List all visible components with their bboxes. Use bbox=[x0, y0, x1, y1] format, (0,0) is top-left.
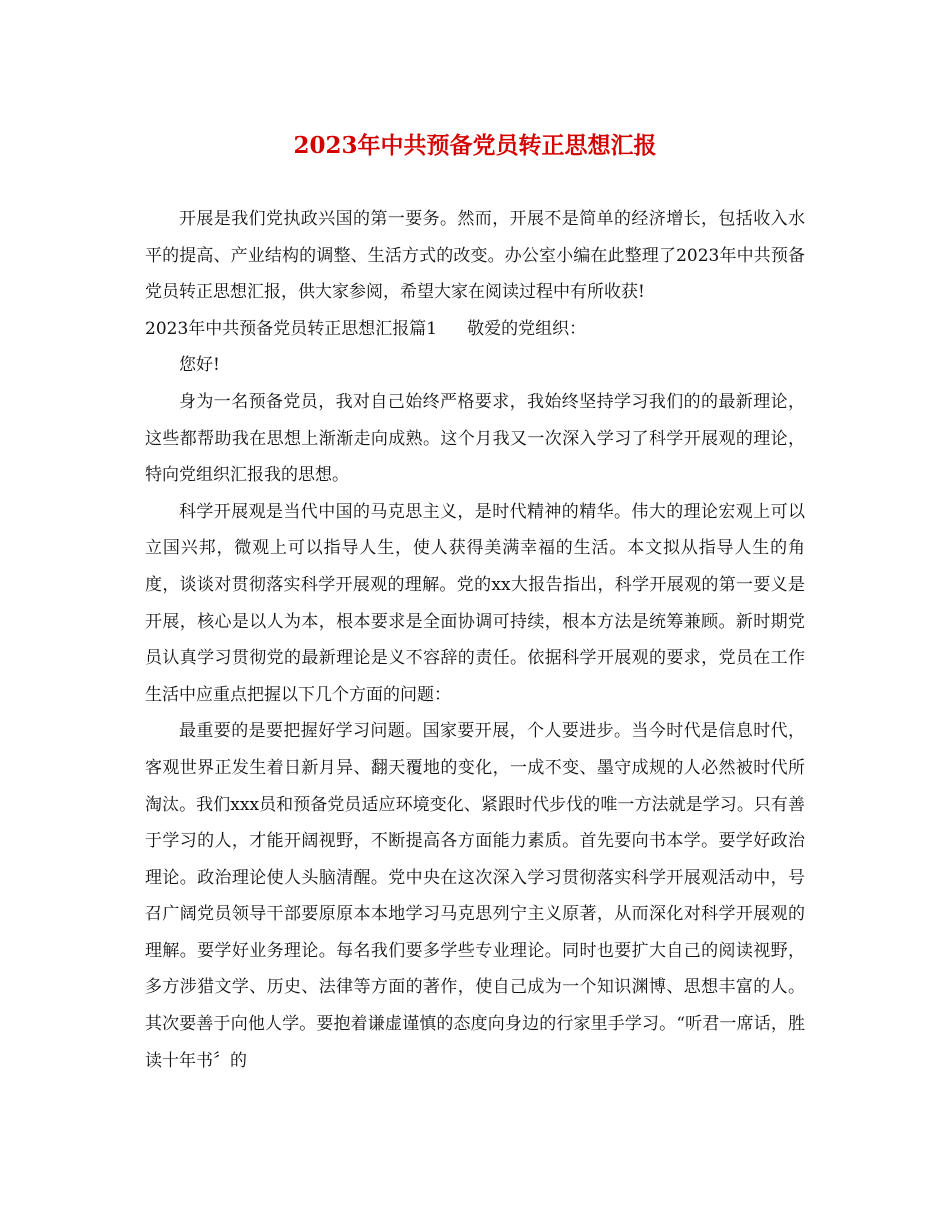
section-heading-line bbox=[145, 311, 805, 348]
salutation: 敬爱的党组织： bbox=[467, 318, 587, 339]
greeting: 您好! bbox=[179, 355, 220, 376]
page-title: 2023年中共预备党员转正思想汇报 bbox=[293, 132, 657, 159]
intro-paragraph: 开展是我们党执政兴国的第一要务。然而，开展不是简单的经济增长，包括收入水平的提高、产业结构的调整、生活方式的改变。办公室小编在此整理了2023年中共预备党员转正思想汇报，供大家参阅，希望大家在阅读过程中有所收获! bbox=[145, 209, 805, 303]
section-heading: 2023年中共预备党员转正思想汇报篇1 bbox=[145, 318, 438, 339]
body-paragraph: 最重要的是要把握好学习问题。国家要开展，个人要进步。当今时代是信息时代，客观世界正发生着日新月异、翻天覆地的变化，一成不变、墨守成规的人必然被时代所淘汰。我们xxx员和预备党员适应环境变化、紧跟时代步伐的唯一方法就是学习。只有善于学习的人，才能开阔视野，不断提高各方面能力素质。首先要向书本学。要学好政治理论。政治理论使人头脑清醒。党中央在这次深入学习贯彻落实科学开展观活动中，号召广阔党员领导干部要原原本本地学习马克思列宁主义原著，从而深化对科学开展观的理解。要学好业务理论。每名我们要多学些专业理论。同时也要扩大自己的阅读视野，多方涉猎文学、历史、法律等方面的著作，使自己成为一个知识渊博、思想丰富的人。其次要善于向他人学。要抱着谦虚谨慎的态度向身边的行家里手学习。“听君一席话，胜读十年书〞的 bbox=[145, 721, 805, 1071]
body-paragraph: 身为一名预备党员，我对自己始终严格要求，我始终坚持学习我们的的最新理论，这些都帮助我在思想上渐渐走向成熟。这个月我又一次深入学习了科学开展观的理论，特向党组织汇报我的思想。 bbox=[145, 391, 805, 486]
body-paragraph: 科学开展观是当代中国的马克思主义，是时代精神的精华。伟大的理论宏观上可以立国兴邦，微观上可以指导人生，使人获得美满幸福的生活。本文拟从指导人生的角度，谈谈对贯彻落实科学开展观的理解。党的xx大报告指出，科学开展观的第一要义是开展，核心是以人为本，根本要求是全面协调可持续，根本方法是统筹兼顾。新时期党员认真学习贯彻党的最新理论是义不容辞的责任。依据科学开展观的要求，党员在工作生活中应重点把握以下几个方面的问题： bbox=[145, 501, 805, 705]
document-body bbox=[145, 201, 805, 1079]
